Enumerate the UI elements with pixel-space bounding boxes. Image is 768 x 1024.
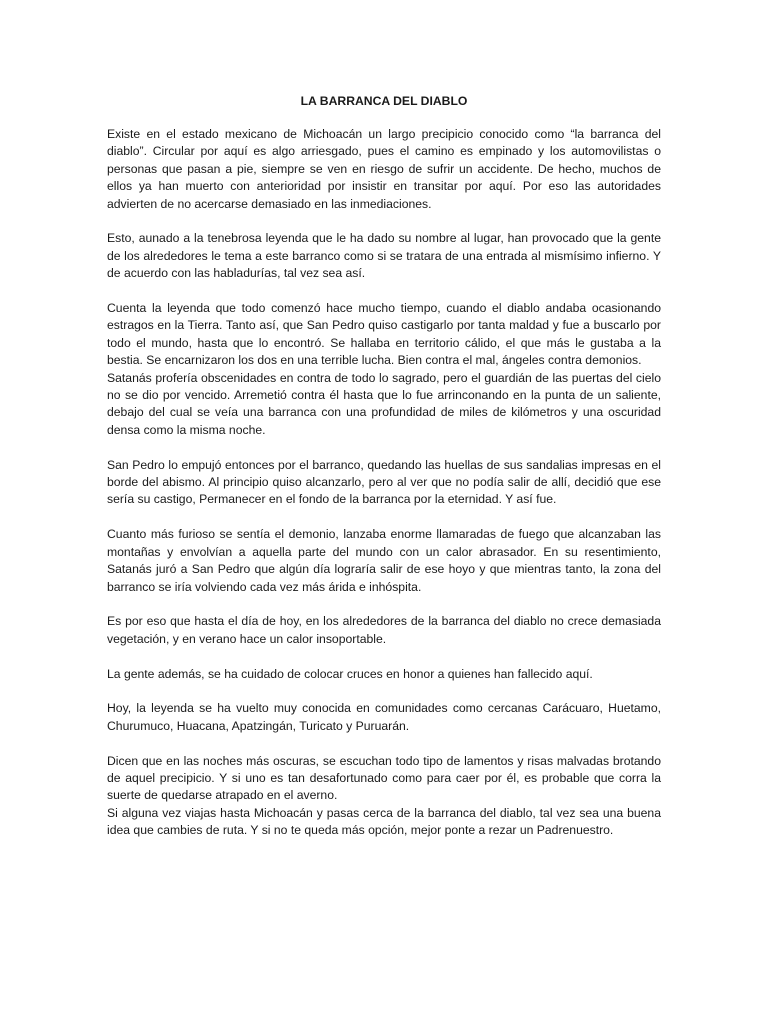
paragraph-10: Dicen que en las noches más oscuras, se escuchan todo tipo de lamentos y risas malvadas brotando de aquel precipicio. Y si uno es tan desafortunado como para caer por él, es probable que corra la suerte de quedarse atrapado en el averno. (107, 753, 661, 803)
paragraph-8: La gente además, se ha cuidado de colocar cruces en honor a quienes han fallecido aquí. (107, 666, 593, 681)
document-body (107, 93, 661, 840)
paragraph-11: Si alguna vez viajas hasta Michoacán y pasas cerca de la barranca del diablo, tal vez sea una buena idea que cambies de ruta. Y si no te queda más opción, mejor ponte a rezar un Padrenuestro. (107, 805, 661, 838)
document-title: LA BARRANCA DEL DIABLO (300, 94, 468, 108)
paragraph-1: Existe en el estado mexicano de Michoacán un largo precipicio conocido como “la barranca del diablo”. Circular por aquí es algo arriesgado, pues el camino es empinado y los automovilistas o personas que pasan a pie, siempre se ven en riesgo de sufrir un accidente. De hecho, muchos de ellos ya han muerto con anterioridad por insistir en transitar por aquí. Por eso las autoridades advierten de no acercarse demasiado en las inmediaciones. (107, 127, 661, 211)
paragraph-3: Cuenta la leyenda que todo comenzó hace mucho tiempo, cuando el diablo andaba ocasionando estragos en la Tierra. Tanto así, que San Pedro quiso castigarlo por tanta maldad y fue a buscarlo por todo el mundo, hasta que lo encontró. Se hallaba en territorio cálido, el que más le gustaba a la bestia. Se encarnizaron los dos en una terrible lucha. Bien contra el mal, ángeles contra demonios. (107, 301, 661, 368)
paragraph-2: Esto, aunado a la tenebrosa leyenda que le ha dado su nombre al lugar, han provocado que la gente de los alrededores le tema a este barranco como si se tratara de una entrada al mismísimo infierno. Y de acuerdo con las habladurías, tal vez sea así. (107, 231, 661, 281)
paragraph-9: Hoy, la leyenda se ha vuelto muy conocida en comunidades como cercanas Carácuaro, Huetamo, Churumuco, Huacana, Apatzingán, Turicato y Puruarán. (107, 701, 661, 733)
paragraph-7: Es por eso que hasta el día de hoy, en los alrededores de la barranca del diablo no crece demasiada vegetación, y en verano hace un calor insoportable. (107, 614, 661, 646)
paragraph-6: Cuanto más furioso se sentía el demonio, lanzaba enorme llamaradas de fuego que alcanzaban las montañas y envolvían a aquella parte del mundo con un calor abrasador. En su resentimiento, Satanás juró a San Pedro que algún día lograría salir de ese hoyo y que mientras tanto, la zona del barranco se iría volviendo cada vez más árida e inhóspita. (107, 527, 661, 594)
paragraph-5: San Pedro lo empujó entonces por el barranco, quedando las huellas de sus sandalias impresas en el borde del abismo. Al principio quiso alcanzarlo, pero al ver que no podía salir de allí, decidió que ese sería su castigo, Permanecer en el fondo de la barranca por la eternidad. Y así fue. (107, 457, 661, 507)
paragraph-4: Satanás profería obscenidades en contra de todo lo sagrado, pero el guardián de las puertas del cielo no se dio por vencido. Arremetió contra él hasta que lo fue arrinconando en la punta de un saliente, debajo del cual se veía una barranca con una profundidad de miles de kilómetros y una oscuridad densa como la misma noche. (107, 370, 661, 437)
